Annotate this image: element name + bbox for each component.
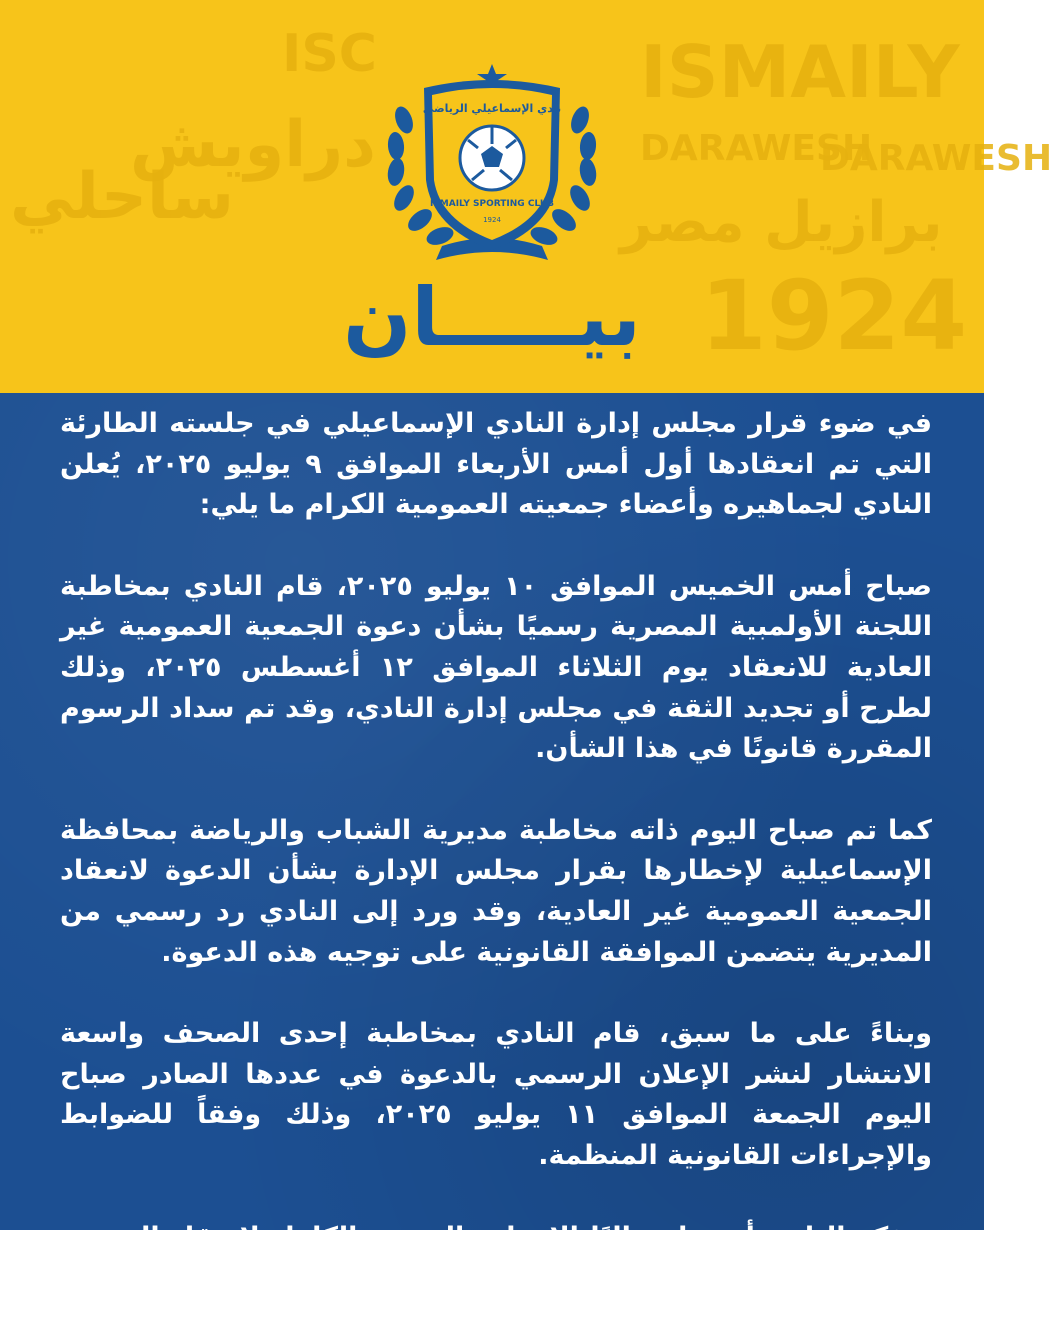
- header-band: [0, 0, 984, 393]
- club-logo: [372, 60, 612, 270]
- bg-word-darawesh-1: DARAWESH: [640, 128, 872, 169]
- bg-word-isc: ISC: [282, 24, 377, 84]
- bg-word-ismaily: ISMAILY: [640, 30, 960, 114]
- paragraph: صباح أمس الخميس الموافق ١٠ يوليو ٢٠٢٥، قام النادي بمخاطبة اللجنة الأولمبية المصرية رسميًا بشأن دعوة الجمعية العمومية غير العادية للانعقاد يوم الثلاثاء الموافق ١٢ أغسطس ٢٠٢٥، وذلك لطرح أو تجديد الثقة في مجلس إدارة النادي، وقد تم سداد الرسوم المقررة قانونًا في هذا الشأن.: [60, 567, 932, 770]
- logo-club-name: ISMAILY SPORTING CLUB: [430, 199, 554, 209]
- paragraph: وبناءً على ما سبق، قام النادي بمخاطبة إحدى الصحف واسعة الانتشار لنشر الإعلان الرسمي بالدعوة في عددها الصادر صباح اليوم الجمعة الموافق ١١ يوليو ٢٠٢٥، وذلك وفقاً للضوابط والإجراءات القانونية المنظمة.: [60, 1014, 932, 1176]
- bg-word-1924: 1924: [700, 260, 967, 372]
- paragraph: ويؤكد النادي أنه جارٍ حاليًا الإعداد والتجهيز الكامل لانعقاد الجمعية العمومية غير العادية في الموعد المقرر، بما يضمن تنظيمها بشكل لائق ووفق القوانين واللوائح المعمول بها.: [60, 1218, 932, 1339]
- logo-year: 1924: [483, 216, 501, 224]
- bg-word-brazil: برازيل مصر: [620, 190, 943, 255]
- bg-word-darawish-ar: دراويش: [130, 108, 376, 182]
- club-crest-icon: [372, 60, 612, 270]
- bg-word-darawesh-2: DARAWESH: [820, 138, 1052, 179]
- logo-arc-text: نادي الإسماعيلي الرياضي: [423, 102, 561, 115]
- bg-word-sahli: ساحلي: [10, 160, 234, 234]
- paragraph: كما تم صباح اليوم ذاته مخاطبة مديرية الشباب والرياضة بمحافظة الإسماعيلية لإخطارها بقرار مجلس الإدارة بشأن الدعوة لانعقاد الجمعية العمومية غير العادية، وقد ورد إلى النادي رد رسمي من المديرية يتضمن الموافقة القانونية على توجيه هذه الدعوة.: [60, 811, 932, 973]
- statement-body: [60, 404, 932, 1339]
- page-title: بيـــــان: [0, 268, 984, 368]
- paragraph: في ضوء قرار مجلس إدارة النادي الإسماعيلي في جلسته الطارئة التي تم انعقادها أول أمس الأربعاء الموافق ٩ يوليو ٢٠٢٥، يُعلن النادي لجماهيره وأعضاء جمعيته العمومية الكرام ما يلي:: [60, 404, 932, 526]
